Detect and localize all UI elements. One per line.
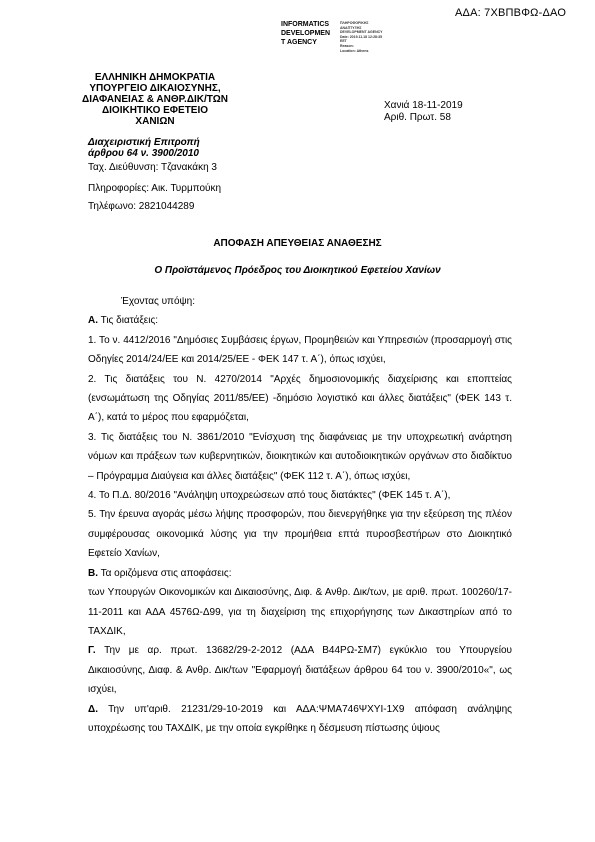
paragraph: 3. Τις διατάξεις του Ν. 3861/2010 "Ενίσχυση της διαφάνειας με την υποχρεωτική ανάρτηση νόμων και πράξεων των κυβερνητικών, διοικητικών και αυτοδιοικητικών οργάνων στο διαδίκτυο – Πρόγραμμα Διαύγεια και άλλες διατάξεις" (ΦΕΚ 112 τ. Α΄), όπως ισχύει, (88, 431, 512, 482)
paragraph: 5. Την έρευνα αγοράς μέσω λήψης προσφορών, που διενεργήθηκε για την εξεύρεση της πλέον συμφέρουσας οικονομικά λύσης για την προμήθεια επτά πυροσβεστήρων στο Διοικητικό Εφετείο Χανίων, (88, 509, 512, 560)
document-date: Χανιά 18-11-2019 (384, 100, 463, 111)
section-label: Δ. (88, 703, 98, 715)
document-body (88, 292, 512, 738)
signature-line: Reason: (340, 43, 354, 48)
section-label: Β. (88, 567, 98, 579)
section-text: Τα οριζόμενα στις αποφάσεις: (98, 567, 232, 579)
signature-line: Location: Athens (340, 48, 369, 53)
address: Ταχ. Διεύθυνση: Τζανακάκη 3 (88, 162, 217, 173)
authority-line: ΕΛΛΗΝΙΚΗ ΔΗΜΟΚΡΑΤΙΑ (94, 72, 216, 83)
paragraph: 4. Το Π.Δ. 80/2016 "Ανάληψη υποχρεώσεων από τους διατάκτες" (ΦΕΚ 145 τ. Α΄), (88, 490, 451, 502)
digital-signature-details (340, 21, 382, 53)
authority-line: ΔΙΟΙΚΗΤΙΚΟ ΕΦΕΤΕΙΟ (101, 105, 209, 116)
diavgeia-signature-logo (281, 20, 330, 47)
section-text: Την με αρ. πρωτ. 13682/29-2-2012 (ΑΔΑ Β44ΡΩ-ΣΜ7) εγκύκλιο του Υπουργείου Δικαιοσύνης, Διαφ. & Ανθρ. Δικ/των "Εφαρμογή διατάξεων άρθρου 64 του ν. 3900/2010«", ως ισχύει, (88, 645, 512, 696)
section-label: Γ. (88, 645, 96, 657)
section-c-paragraph (88, 641, 512, 699)
paragraph: 1. Το ν. 4412/2016 "Δημόσιες Συμβάσεις έργων, Προμηθειών και Υπηρεσιών (προσαρμογή στις Οδηγίες 2014/24/ΕΕ και 2014/25/ΕΕ - ΦΕΚ 147 τ. Α΄), όπως ισχύει, (88, 334, 512, 366)
authority-line: ΧΑΝΙΩΝ (135, 116, 175, 127)
signature-line: DEVELOPMENT AGENCY (340, 30, 383, 35)
issuing-authority (60, 72, 250, 127)
signature-line: ΑΝΑΠΤΥΞΗΣ (340, 25, 362, 30)
committee-line: Διαχειριστική Επιτροπή (88, 137, 200, 148)
signature-line: EET (340, 39, 347, 44)
logo-line: DEVELOPMEN (281, 30, 331, 37)
logo-line: T AGENCY (281, 39, 317, 46)
logo-line: INFORMATICS (281, 21, 330, 28)
document-title: ΑΠΟΦΑΣΗ ΑΠΕΥΘΕΙΑΣ ΑΝΑΘΕΣΗΣ (213, 238, 382, 249)
contact-person: Πληροφορίες: Αικ. Τυρμπούκη (88, 183, 222, 194)
section-text: Τις διατάξεις: (98, 315, 159, 327)
intro-line: Έχοντας υπόψη: (121, 296, 195, 307)
paragraph: 2. Τις διατάξεις του Ν. 4270/2014 "Αρχές δημοσιονομικής διαχείρισης και εποπτείας (ενσωμάτωση της Οδηγίας 2011/85/ΕΕ) -δημόσιο λογιστικό και άλλες διατάξεις" (ΦΕΚ 143 τ. Α΄), κατά το μέρος που εφαρμόζεται, (88, 373, 512, 424)
section-a-heading (88, 311, 512, 330)
committee-title (88, 137, 200, 159)
section-text: Την υπ'αριθ. 21231/29-10-2019 και ΑΔΑ:ΨΜΑ746ΨΧΥΙ-1Χ9 απόφαση ανάληψης υποχρέωσης του ΤΑΧΔΙΚ, με την οποία εγκρίθηκε η δέσμευση πίστωσης ύψους (88, 703, 512, 734)
section-label: Α. (88, 315, 98, 327)
protocol-number: Αριθ. Πρωτ. 58 (384, 112, 451, 123)
paragraph: των Υπουργών Οικονομικών και Δικαιοσύνης, Διφ. & Ανθρ. Δικ/των, με αριθ. πρωτ. 100260/17-11-2011 και ΑΔΑ 4576Ω-Δ99, για τη διαχείριση της επιχορήγησης των Δικαστηρίων από το ΤΑΧΔΙΚ, (88, 587, 512, 637)
section-d-paragraph (88, 700, 512, 739)
signature-line: ΠΛΗΡΟΦΟΡΙΚΗΣ (340, 21, 369, 25)
signature-line: Date: 2019.11.18 12:28:35 (340, 34, 383, 39)
date-protocol-block (384, 100, 463, 124)
ada-code: ΑΔΑ: 7ΧΒΠΒΦΩ-ΔΑΟ (455, 7, 567, 19)
committee-line: άρθρου 64 ν. 3900/2010 (88, 148, 199, 159)
authority-line: ΥΠΟΥΡΓΕΙΟ ΔΙΚΑΙΟΣΥΝΗΣ, (89, 83, 221, 94)
document-subtitle: Ο Προϊστάμενος Πρόεδρος του Διοικητικού Εφετείου Χανίων (154, 265, 441, 276)
authority-line: ΔΙΑΦΑΝΕΙΑΣ & ΑΝΘΡ.ΔΙΚ/ΤΩΝ (82, 94, 228, 105)
phone: Τηλέφωνο: 2821044289 (88, 201, 195, 212)
section-b-heading (88, 564, 512, 583)
